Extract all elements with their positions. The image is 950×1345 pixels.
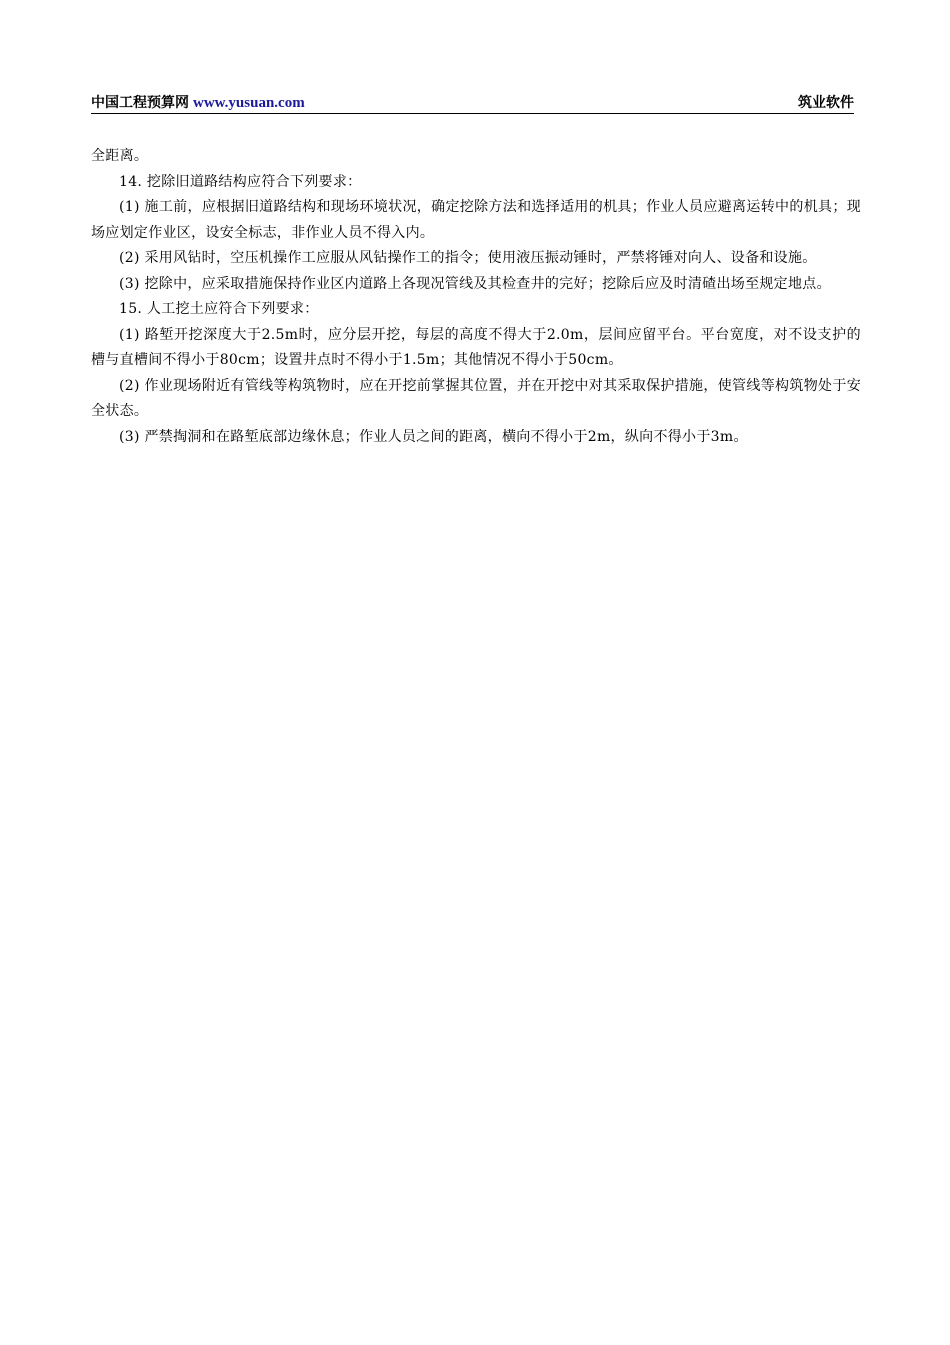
header-left (91, 93, 305, 113)
paragraph-15-2: (2) 作业现场附近有管线等构筑物时，应在开挖前掌握其位置，并在开挖中对其采取保护措施，使管线等构筑物处于安全状态。 (91, 377, 861, 419)
paragraph-continuation: 全距离。 (91, 148, 149, 164)
paragraph-15-3: (3) 严禁掏洞和在路堑底部边缘休息；作业人员之间的距离，横向不得小于2m，纵向不得小于3m。 (119, 428, 748, 445)
paragraph-14-2: (2) 采用风钻时，空压机操作工应服从风钻操作工的指令；使用液压振动锤时，严禁将锤对向人、设备和设施。 (119, 250, 817, 266)
document-body (91, 144, 861, 450)
section-heading-15: 15. 人工挖土应符合下列要求： (119, 301, 319, 317)
section-heading-14: 14. 挖除旧道路结构应符合下列要求： (119, 173, 362, 190)
header-right-label: 筑业软件 (798, 95, 854, 111)
header-site-name: 中国工程预算网 (91, 95, 189, 111)
header-url-link[interactable]: www.yusuan.com (193, 95, 305, 111)
page-header (91, 93, 854, 114)
paragraph-15-1: (1) 路堑开挖深度大于2.5m时，应分层开挖，每层的高度不得大于2.0m，层间应留平台。平台宽度，对不设支护的槽与直槽间不得小于80cm；设置井点时不得小于1.5m；其他情况不得小于50cm。 (91, 326, 861, 368)
paragraph-14-3: (3) 挖除中，应采取措施保持作业区内道路上各现况管线及其检查井的完好；挖除后应及时清碴出场至规定地点。 (119, 275, 831, 292)
paragraph-14-1: (1) 施工前，应根据旧道路结构和现场环境状况，确定挖除方法和选择适用的机具；作业人员应避离运转中的机具；现场应划定作业区，设安全标志，非作业人员不得入内。 (91, 199, 861, 241)
